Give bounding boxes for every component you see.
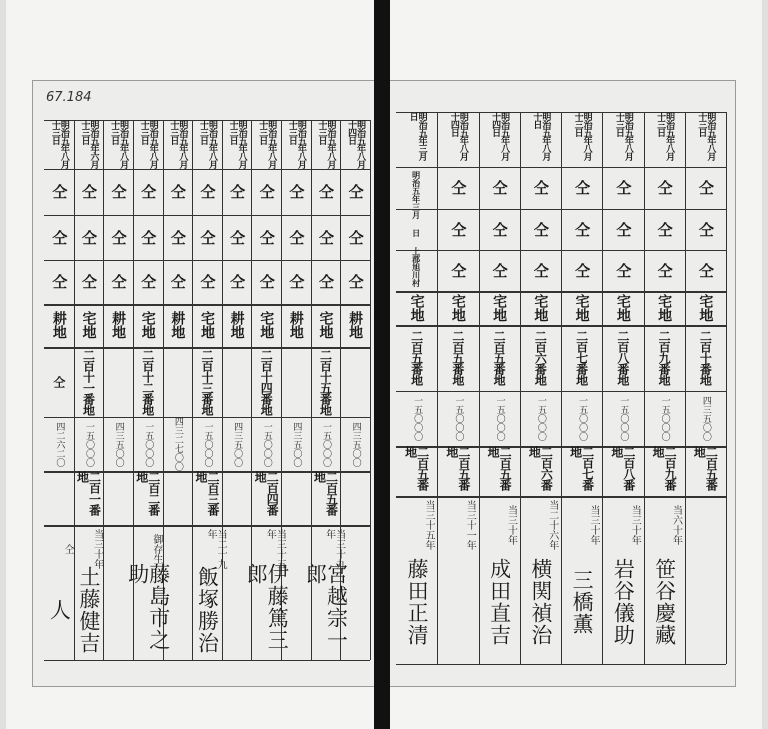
land-type: 宅地: [258, 311, 275, 340]
owner-age: 当三十五年: [422, 499, 434, 550]
lot-number: 二百五番地: [450, 330, 465, 386]
ditto-mark: 仝: [198, 229, 217, 245]
land-type: 宅地: [697, 293, 714, 322]
land-area: 一五〇〇〇: [577, 395, 588, 441]
residence-lot: 二百八番地: [609, 445, 636, 490]
ditto-mark: 仝: [531, 180, 550, 196]
land-type: 耕地: [169, 311, 186, 340]
folio-number-left: 67.184: [46, 90, 92, 105]
ditto-mark: 仝: [573, 180, 592, 196]
ditto-mark: 仝: [139, 229, 158, 245]
ditto-mark: 仝: [449, 221, 468, 237]
land-type: 宅地: [139, 311, 156, 340]
land-area: 一五〇〇〇: [453, 395, 464, 441]
land-area: 一五〇〇〇: [494, 395, 505, 441]
lot-number: 二百十番地: [698, 330, 713, 386]
land-area: 四三五〇〇: [700, 395, 711, 441]
ditto-mark: 仝: [287, 184, 306, 200]
land-type: 耕地: [110, 311, 127, 340]
land-type: 宅地: [614, 293, 631, 322]
owner-age: 当二十九年: [205, 529, 227, 569]
ditto-mark: 仝: [257, 229, 276, 245]
owner-age: 当三十一年: [464, 499, 476, 550]
land-area: 四三五〇〇: [113, 421, 124, 467]
ditto-mark: 仝: [317, 229, 336, 245]
ditto-mark: 仝: [490, 221, 509, 237]
owner-name: 成田直吉: [487, 557, 512, 646]
ditto-mark: 仝: [109, 274, 128, 290]
land-type: 耕地: [228, 311, 245, 340]
lot-number: 二百五番地: [409, 330, 424, 386]
ditto-mark: 仝: [168, 184, 187, 200]
ditto-mark: 仝: [228, 274, 247, 290]
land-area: 一五〇〇〇: [618, 395, 629, 441]
land-type: 耕地: [50, 311, 67, 340]
land-type: 耕地: [287, 311, 304, 340]
ditto-mark: 仝: [696, 221, 715, 237]
land-area: 四二六二〇: [54, 421, 65, 467]
land-type: 宅地: [449, 293, 466, 322]
owner-name: 土藤健吉: [76, 566, 101, 655]
right-page-edge: [762, 0, 768, 729]
owner-age: 当三十五年: [264, 529, 286, 569]
ditto-mark: 仝: [50, 274, 69, 290]
land-area: 一五〇〇〇: [261, 421, 272, 467]
land-type: 宅地: [317, 311, 334, 340]
ditto-mark: 仝: [50, 229, 69, 245]
owner-name: 人: [47, 599, 72, 622]
owner-age: 御存生: [150, 534, 162, 565]
registration-date: 明治五年六月十三日: [79, 120, 99, 168]
left-ledger-table: [44, 120, 370, 660]
ditto-mark: 仝: [696, 263, 715, 279]
owner-age: 当三十年: [91, 529, 103, 570]
land-area: 四三五〇〇: [350, 421, 361, 467]
residence-lot: 二百六番地: [527, 445, 554, 490]
owner-age: 当三十年: [629, 504, 641, 545]
land-type: 宅地: [573, 293, 590, 322]
land-area: 一五〇〇〇: [412, 395, 423, 441]
owner-name: 笹谷慶藏: [652, 557, 677, 646]
lot-number: 二百八番地: [615, 330, 630, 386]
ditto-mark: 仝: [614, 180, 633, 196]
ditto-mark: 仝: [198, 274, 217, 290]
owner-age: 当六十年: [670, 504, 682, 545]
owner-name: 岩谷儀助: [611, 557, 636, 646]
registration-date: 明治五年八月十三日: [49, 120, 69, 168]
registration-date: 明治五年八月十三日: [286, 120, 306, 168]
ditto-mark: 仝: [696, 180, 715, 196]
ditto-mark: 仝: [287, 229, 306, 245]
residence-lot: 二百五番地: [403, 445, 430, 490]
ditto-mark: 仝: [228, 184, 247, 200]
owner-age: 当三十年: [587, 504, 599, 545]
ditto-mark: 仝: [317, 274, 336, 290]
ditto-mark: 仝: [531, 263, 550, 279]
book-binding: [374, 0, 390, 729]
owner-name: 藤島市之助: [125, 562, 171, 651]
lot-number: 二百十三番地: [199, 348, 214, 415]
ditto-mark: 仝: [655, 263, 674, 279]
land-area: 四三二七〇〇: [172, 417, 183, 471]
land-type: 耕地: [347, 311, 364, 340]
ditto-mark: 仝: [490, 180, 509, 196]
lot-number: 二百十一番地: [81, 348, 96, 415]
lot-number: 二百十二番地: [140, 348, 155, 415]
ditto-mark: 仝: [346, 229, 365, 245]
ditto-mark: 仝: [287, 274, 306, 290]
land-area: 一五〇〇〇: [659, 395, 670, 441]
lot-number: 二百十五番地: [318, 348, 333, 415]
land-type: 宅地: [80, 311, 97, 340]
land-type: 宅地: [408, 293, 425, 322]
land-area: 一五〇〇〇: [321, 421, 332, 467]
owner-name: 飯塚勝治: [195, 566, 220, 655]
registration-date: 明治五年八月十四日: [490, 112, 510, 160]
ditto-mark: 仝: [228, 229, 247, 245]
registration-date: 明治五年八月十三日: [257, 120, 277, 168]
right-ledger-table: [396, 112, 726, 664]
land-type: 宅地: [656, 293, 673, 322]
land-type: 宅地: [532, 293, 549, 322]
ditto-mark: 仝: [614, 263, 633, 279]
registration-date: 明治五年八月十三日: [696, 112, 716, 160]
registration-date: 明治五年八月十三日: [168, 120, 188, 168]
lot-number: 二百五番地: [492, 330, 507, 386]
registration-date: 明治五年八月十三日: [227, 120, 247, 168]
ditto-mark: 仝: [655, 180, 674, 196]
ditto-mark: 仝: [79, 274, 98, 290]
lot-number: 仝: [51, 376, 66, 388]
ditto-mark: 仝: [198, 184, 217, 200]
ditto-mark: 明治五年三月 日 上郡旭川村: [411, 171, 422, 288]
registration-date: 明治五年八月十三日: [572, 112, 592, 160]
registration-date: 明治五年三月日: [407, 112, 427, 160]
owner-name: 横関禎治: [528, 557, 553, 646]
owner-age: 仝: [61, 544, 73, 555]
ditto-mark: 仝: [346, 274, 365, 290]
residence-lot: 二百九番地: [651, 445, 678, 490]
ditto-mark: 仝: [50, 184, 69, 200]
ditto-mark: 仝: [109, 229, 128, 245]
residence-lot: 二百五番地: [692, 445, 719, 490]
land-area: 四三五〇〇: [232, 421, 243, 467]
registration-date: 明治五年八月十三日: [613, 112, 633, 160]
ditto-mark: 仝: [257, 184, 276, 200]
ditto-mark: 仝: [655, 221, 674, 237]
ditto-mark: 仝: [79, 229, 98, 245]
land-area: 一五〇〇〇: [143, 421, 154, 467]
residence-lot: 二百七番地: [568, 445, 595, 490]
ditto-mark: 仝: [139, 274, 158, 290]
ditto-mark: 仝: [346, 184, 365, 200]
registration-date: 明治五年八月十四日: [448, 112, 468, 160]
registration-date: 明治五年八月十三日: [138, 120, 158, 168]
lot-number: 二百十四番地: [259, 348, 274, 415]
left-page-edge: [0, 0, 6, 729]
ditto-mark: 仝: [79, 184, 98, 200]
land-area: 一五〇〇〇: [535, 395, 546, 441]
owner-name: 三橋薫: [570, 568, 595, 635]
owner-age: 当三十九年: [323, 529, 345, 569]
registration-date: 明治五年八月十日: [531, 112, 551, 160]
registration-date: 明治五年八月十四日: [346, 120, 366, 168]
owner-name: 伊藤篤三郎: [244, 562, 290, 651]
owner-age: 当二十六年: [546, 499, 558, 550]
ditto-mark: 仝: [449, 263, 468, 279]
land-type: 宅地: [198, 311, 215, 340]
land-type: 宅地: [491, 293, 508, 322]
owner-name: 宮越宗一郎: [303, 562, 349, 651]
residence-lot: 二百五番地: [444, 445, 471, 490]
residence-lot: 二百三番地: [193, 471, 220, 515]
ditto-mark: 仝: [168, 229, 187, 245]
ditto-mark: 仝: [257, 274, 276, 290]
land-area: 一五〇〇〇: [83, 421, 94, 467]
residence-lot: 二百五番地: [486, 445, 513, 490]
ditto-mark: 仝: [573, 221, 592, 237]
lot-number: 二百六番地: [533, 330, 548, 386]
ditto-mark: 仝: [490, 263, 509, 279]
table-rule: [44, 660, 370, 661]
lot-number: 二百七番地: [574, 330, 589, 386]
land-area: 四三五〇〇: [291, 421, 302, 467]
ditto-mark: 仝: [449, 180, 468, 196]
ditto-mark: 仝: [531, 221, 550, 237]
land-area: 一五〇〇〇: [202, 421, 213, 467]
registration-date: 明治五年八月十三日: [109, 120, 129, 168]
residence-lot: 二百一番地: [75, 471, 102, 515]
registration-date: 明治五年八月十三日: [316, 120, 336, 168]
owner-name: 藤田正清: [405, 557, 430, 646]
residence-lot: 二百五番地: [312, 471, 339, 515]
ditto-mark: 仝: [614, 221, 633, 237]
residence-lot: 二百二番地: [134, 471, 161, 515]
registration-date: 明治五年八月十三日: [197, 120, 217, 168]
registration-date: 明治五年八月十三日: [655, 112, 675, 160]
owner-age: 当三十年: [505, 504, 517, 545]
residence-lot: 二百四番地: [253, 471, 280, 515]
ditto-mark: 仝: [139, 184, 158, 200]
ditto-mark: 仝: [168, 274, 187, 290]
table-rule: [396, 664, 726, 665]
lot-number: 二百九番地: [657, 330, 672, 386]
ditto-mark: 仝: [109, 184, 128, 200]
ditto-mark: 仝: [573, 263, 592, 279]
ditto-mark: 仝: [317, 184, 336, 200]
